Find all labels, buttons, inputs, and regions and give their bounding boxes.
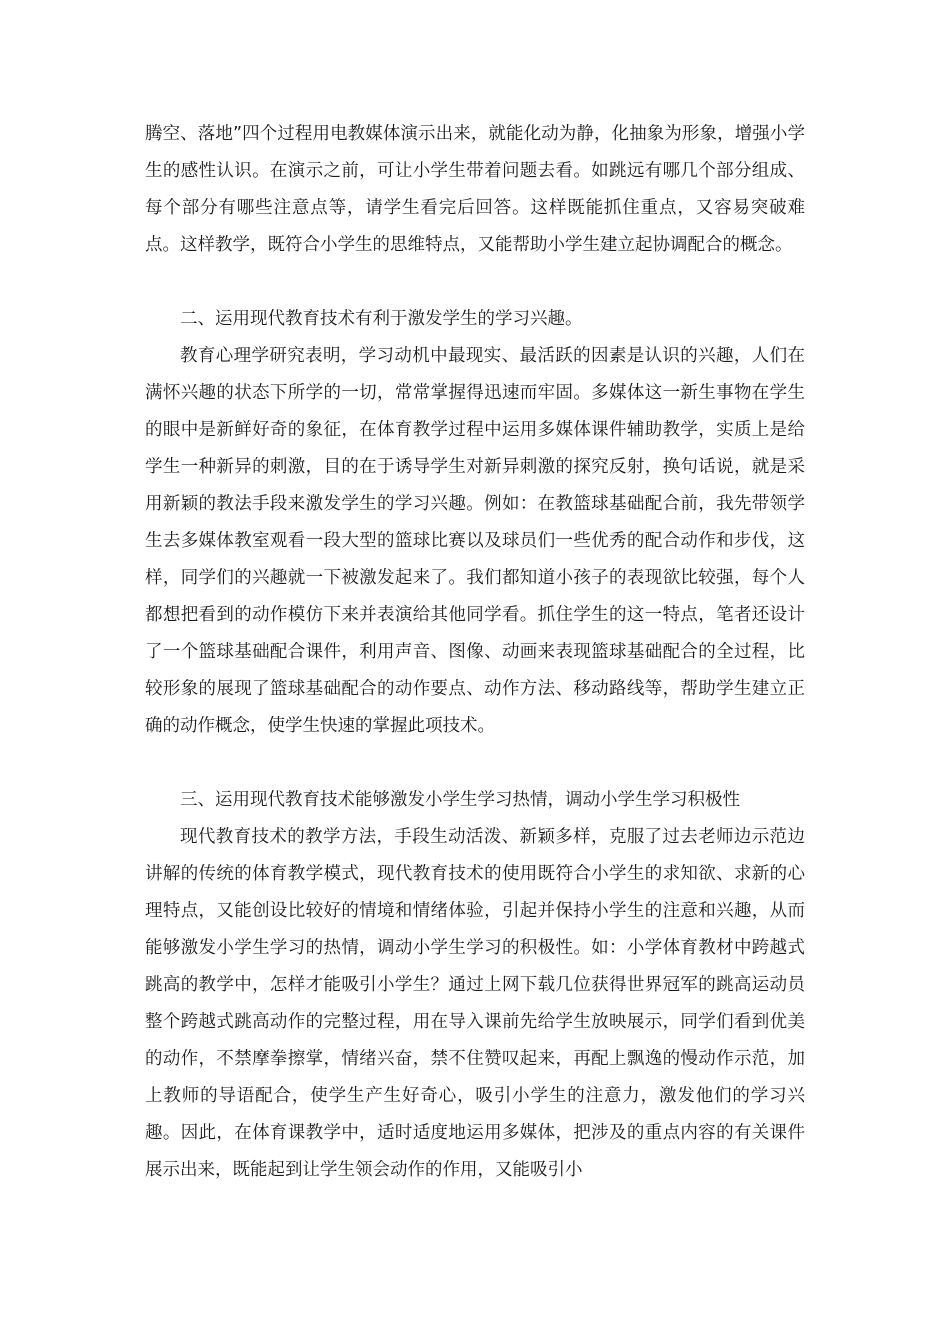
document-page bbox=[145, 116, 805, 1189]
section-3-heading: 三、运用现代教育技术能够激发小学生学习热情，调动小学生学习积极性 bbox=[180, 790, 740, 810]
section-3-paragraph: 现代教育技术的教学方法，手段生动活泼、新颖多样，克服了过去老师边示范边讲解的传统的体育教学模式，现代教育技术的使用既符合小学生的求知欲、求新的心理特点，又能创设比较好的情境和情绪体验，引起并保持小学生的注意和兴趣，从而能够激发小学生学习的热情，调动小学生学习的积极性。如：小学体育教材中跨越式跳高的教学中，怎样才能吸引小学生？通过上网下载几位获得世界冠军的跳高运动员整个跨越式跳高动作的完整过程，用在导入课前先给学生放映展示，同学们看到优美的动作，不禁摩拳擦掌，情绪兴奋，禁不住赞叹起来，再配上飘逸的慢动作示范，加上教师的导语配合，使学生产生好奇心，吸引小学生的注意力，激发他们的学习兴趣。因此，在体育课教学中，适时适度地运用多媒体，把涉及的重点内容的有关课件展示出来，既能起到让学生领会动作的作用，又能吸引小 bbox=[145, 827, 805, 1180]
paragraph-gap bbox=[145, 264, 805, 301]
section-2-heading: 二、运用现代教育技术有利于激发学生的学习兴趣。 bbox=[180, 309, 583, 329]
intro-paragraph: 腾空、落地”四个过程用电教媒体演示出来，就能化动为静，化抽象为形象，增强小学生的感性认识。在演示之前，可让小学生带着问题去看。如跳远有哪几个部分组成、每个部分有哪些注意点等，请学生看完后回答。这样既能抓住重点，又容易突破难点。这样教学，既符合小学生的思维特点，又能帮助小学生建立起协调配合的概念。 bbox=[145, 124, 805, 255]
section-2-paragraph: 教育心理学研究表明，学习动机中最现实、最活跃的因素是认识的兴趣，人们在满怀兴趣的状态下所学的一切，常常掌握得迅速而牢固。多媒体这一新生事物在学生的眼中是新鲜好奇的象征，在体育教学过程中运用多媒体课件辅助教学，实质上是给学生一种新异的刺激，目的在于诱导学生对新异刺激的探究反射，换句话说，就是采用新颖的教法手段来激发学生的学习兴趣。例如：在教篮球基础配合前，我先带领学生去多媒体教室观看一段大型的篮球比赛以及球员们一些优秀的配合动作和步伐，这样，同学们的兴趣就一下被激发起来了。我们都知道小孩子的表现欲比较强，每个人都想把看到的动作模仿下来并表演给其他同学看。抓住学生的这一特点，笔者还设计了一个篮球基础配合课件，利用声音、图像、动画来表现篮球基础配合的全过程，比较形象的展现了篮球基础配合的动作要点、动作方法、移动路线等，帮助学生建立正确的动作概念，使学生快速的掌握此项技术。 bbox=[145, 346, 805, 736]
paragraph-gap bbox=[145, 745, 805, 782]
